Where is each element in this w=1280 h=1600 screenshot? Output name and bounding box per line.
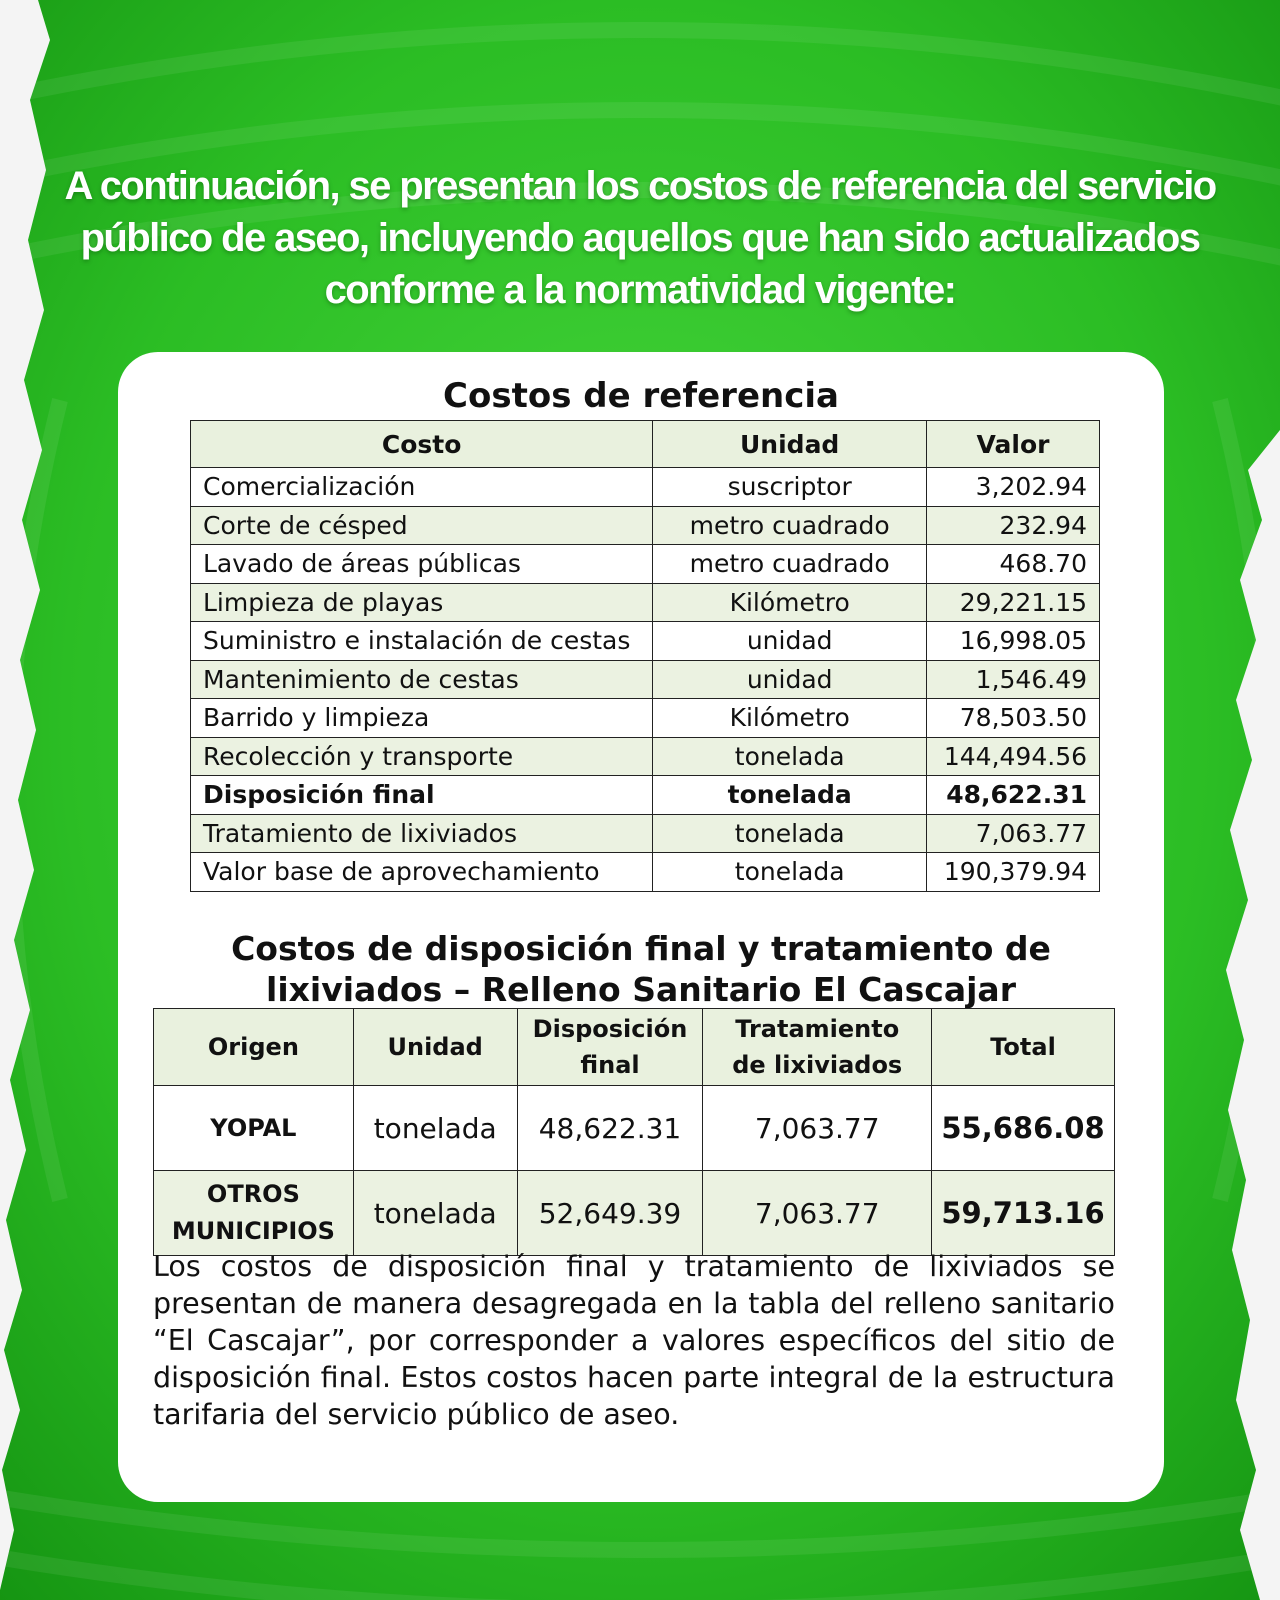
cell-valor: 78,503.50 xyxy=(927,699,1100,738)
cell-tratamiento: 7,063.77 xyxy=(703,1086,932,1171)
cell-costo: Limpieza de playas xyxy=(191,583,653,622)
cell-unidad: metro cuadrado xyxy=(653,545,927,584)
cell-costo: Mantenimiento de cestas xyxy=(191,660,653,699)
cell-costo: Valor base de aprovechamiento xyxy=(191,853,653,892)
table-header-row xyxy=(154,1009,1115,1086)
header-tratamiento xyxy=(703,1009,932,1086)
cell-unidad: unidad xyxy=(653,622,927,661)
table-row xyxy=(191,699,1100,738)
origen-line2: MUNICIPIOS xyxy=(171,1217,335,1245)
disposal-costs-table xyxy=(153,1008,1115,1256)
cell-total: 55,686.08 xyxy=(932,1086,1115,1171)
cell-valor: 16,998.05 xyxy=(927,622,1100,661)
cell-unidad: suscriptor xyxy=(653,468,927,507)
cell-valor: 1,546.49 xyxy=(927,660,1100,699)
cell-costo: Suministro e instalación de cestas xyxy=(191,622,653,661)
cell-valor: 144,494.56 xyxy=(927,737,1100,776)
table-row xyxy=(191,506,1100,545)
table-row xyxy=(191,660,1100,699)
cell-valor: 29,221.15 xyxy=(927,583,1100,622)
header-costo: Costo xyxy=(191,421,653,468)
disposal-title-line2: lixiviados – Relleno Sanitario El Cascajar xyxy=(266,970,1016,1009)
header-disposicion xyxy=(517,1009,703,1086)
cell-unidad: metro cuadrado xyxy=(653,506,927,545)
table-row xyxy=(154,1171,1115,1256)
reference-costs-table xyxy=(190,420,1100,892)
table-row xyxy=(191,622,1100,661)
headline: A continuación, se presentan los costos de referencia del servicio público de aseo, incluyendo aquellos que han sido actualizados conforme a la normatividad vigente: xyxy=(64,164,1216,312)
content-card xyxy=(118,352,1164,1502)
table-row-highlighted xyxy=(191,776,1100,815)
cell-valor: 48,622.31 xyxy=(927,776,1100,815)
cell-valor: 232.94 xyxy=(927,506,1100,545)
cell-costo: Comercialización xyxy=(191,468,653,507)
table-row xyxy=(191,468,1100,507)
cell-valor: 468.70 xyxy=(927,545,1100,584)
table-row xyxy=(191,583,1100,622)
table-header-row xyxy=(191,421,1100,468)
cell-disposicion: 48,622.31 xyxy=(517,1086,703,1171)
cell-total: 59,713.16 xyxy=(932,1171,1115,1256)
header-unidad: Unidad xyxy=(653,421,927,468)
header-total: Total xyxy=(932,1009,1115,1086)
header-tratamiento-l1: Tratamiento xyxy=(735,1015,900,1043)
cell-unidad: Kilómetro xyxy=(653,583,927,622)
cell-valor: 3,202.94 xyxy=(927,468,1100,507)
cell-tratamiento: 7,063.77 xyxy=(703,1171,932,1256)
cell-disposicion: 52,649.39 xyxy=(517,1171,703,1256)
disposal-table-title xyxy=(118,928,1164,1010)
header-tratamiento-l2: de lixiviados xyxy=(732,1051,903,1079)
cell-origen xyxy=(154,1171,354,1256)
ref-table-title: Costos de referencia xyxy=(443,376,839,416)
header-disposicion-l2: final xyxy=(580,1051,640,1079)
cell-unidad: tonelada xyxy=(653,853,927,892)
cell-origen xyxy=(154,1086,354,1171)
cell-costo: Lavado de áreas públicas xyxy=(191,545,653,584)
cell-unidad: tonelada xyxy=(653,814,927,853)
header-origen: Origen xyxy=(154,1009,354,1086)
cell-unidad: tonelada xyxy=(353,1086,517,1171)
disposal-title-line1: Costos de disposición final y tratamiento de xyxy=(231,929,1051,968)
cell-unidad: Kilómetro xyxy=(653,699,927,738)
cell-valor: 190,379.94 xyxy=(927,853,1100,892)
table-row xyxy=(154,1086,1115,1171)
cell-unidad: tonelada xyxy=(653,737,927,776)
header-unidad: Unidad xyxy=(353,1009,517,1086)
explanatory-note: Los costos de disposición final y tratamiento de lixiviados se presentan de manera desagregada en la tabla del relleno sanitario “El Cascajar”, por corresponder a valores específicos del sitio de disposición final. Estos costos hacen parte integral de la estructura tarifaria del servicio público de aseo. xyxy=(153,1250,1115,1431)
cell-costo: Barrido y limpieza xyxy=(191,699,653,738)
cell-costo: Recolección y transporte xyxy=(191,737,653,776)
cell-costo: Corte de césped xyxy=(191,506,653,545)
cell-valor: 7,063.77 xyxy=(927,814,1100,853)
table-row xyxy=(191,545,1100,584)
table-row xyxy=(191,814,1100,853)
cell-unidad: unidad xyxy=(653,660,927,699)
cell-costo: Disposición final xyxy=(191,776,653,815)
origen-line1: YOPAL xyxy=(210,1113,297,1142)
header-disposicion-l1: Disposición xyxy=(532,1015,688,1043)
table-row xyxy=(191,737,1100,776)
cell-unidad: tonelada xyxy=(653,776,927,815)
table-row xyxy=(191,853,1100,892)
origen-line1: OTROS xyxy=(206,1180,300,1208)
cell-costo: Tratamiento de lixiviados xyxy=(191,814,653,853)
cell-unidad: tonelada xyxy=(353,1171,517,1256)
header-valor: Valor xyxy=(927,421,1100,468)
